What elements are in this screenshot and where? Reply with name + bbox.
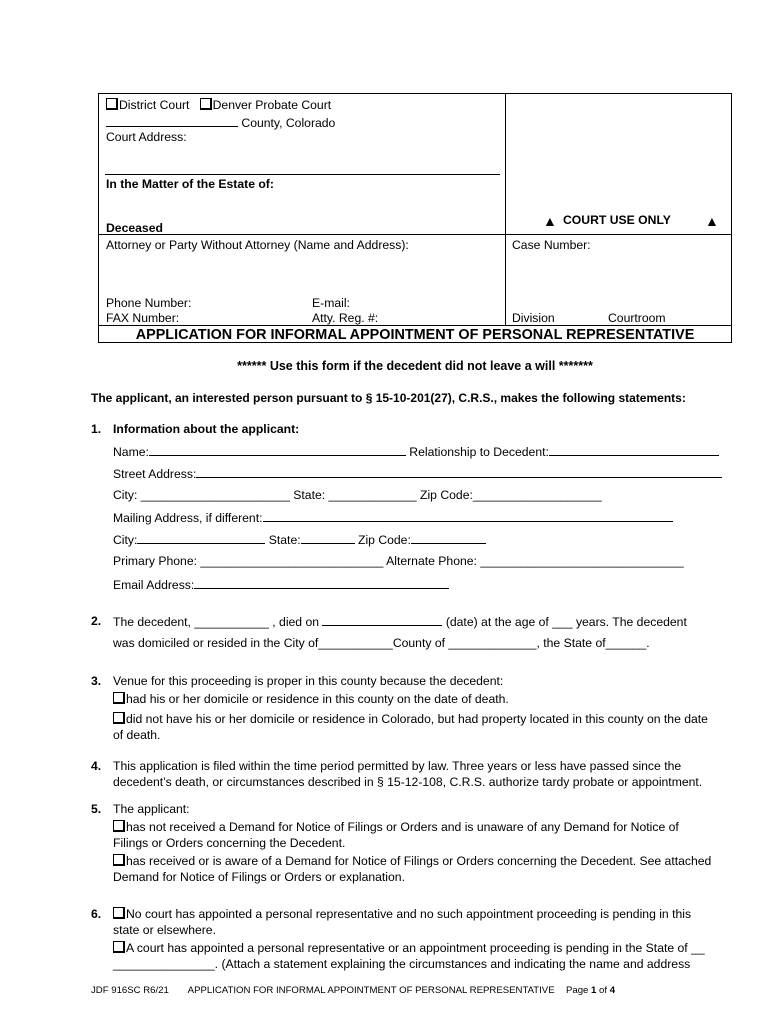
relationship-label: Relationship to Decedent: (409, 445, 549, 459)
city-row-1 (113, 488, 602, 502)
s5-opt1b: Filings or Orders concerning the Decedent. (113, 836, 346, 850)
s1-number: 1. (91, 422, 102, 436)
s5-opt2b: Demand for Notice of Filings or Orders or explanation. (113, 870, 405, 884)
s3-text: Venue for this proceeding is proper in this county because the decedent: (113, 674, 504, 688)
s5-opt1a: has not received a Demand for Notice of Filings or Orders and is unaware of any Demand for Notice of (126, 820, 679, 834)
s2-line-1 (113, 614, 687, 629)
email-label-s1: Email Address: (113, 578, 195, 592)
s5-block (113, 801, 725, 885)
appointment-exists-checkbox[interactable] (113, 941, 125, 953)
state-label-2: State: (268, 533, 301, 547)
s5-text: The applicant: (113, 802, 190, 816)
footer-page-num: 1 (591, 985, 597, 996)
s3-opt2b: of death. (113, 728, 161, 742)
footer (91, 985, 615, 996)
arrow-up-icon: ▲ (543, 213, 557, 229)
s3-opt2a: did not have his or her domicile or residence in Colorado, but had property located in this county on the date (126, 712, 708, 726)
court-use-label: COURT USE ONLY (563, 213, 671, 227)
s3-block (113, 673, 725, 743)
footer-page-total: 4 (609, 985, 616, 996)
s3-number: 3. (91, 674, 102, 688)
deceased-label: Deceased (106, 221, 163, 235)
s2-text-h: . (646, 636, 650, 650)
mailing-row (113, 510, 673, 525)
caption-divider-1 (98, 234, 732, 235)
county-blank[interactable] (106, 115, 238, 127)
atty-reg-label: Atty. Reg. #: (312, 311, 379, 325)
footer-title: APPLICATION FOR INFORMAL APPOINTMENT OF PERSONAL REPRESENTATIVE (187, 985, 555, 996)
zip-label-1: Zip Code: (420, 488, 473, 502)
no-appointment-checkbox[interactable] (113, 907, 125, 919)
county-row (106, 115, 335, 130)
state-of-field[interactable]: ______ (605, 636, 647, 650)
matter-rule (105, 174, 500, 175)
courtroom-label: Courtroom (608, 311, 666, 325)
s6-opt2a: A court has appointed a personal representative or an appointment proceeding is pending in the State of (126, 941, 688, 955)
s2-text-c: (date) at the age of (445, 615, 549, 629)
mailing-label: Mailing Address, if different: (113, 511, 263, 525)
s4-line2: decedent’s death, or circumstances described in § 15-12-108, C.R.S. authorize tardy probate or appointment. (113, 775, 703, 789)
email-label: E-mail: (312, 296, 350, 310)
city-field-1[interactable]: ______________________ (140, 488, 290, 502)
case-number-label: Case Number: (512, 238, 591, 252)
death-date-field[interactable] (322, 614, 442, 626)
s3-opt1: had his or her domicile or residence in this county on the date of death. (126, 692, 509, 706)
zip-label-2: Zip Code: (358, 533, 411, 547)
denver-probate-label: Denver Probate Court (212, 98, 332, 112)
street-row (113, 466, 722, 481)
county-of-field[interactable]: _____________ (448, 636, 537, 650)
street-field[interactable] (196, 466, 722, 478)
s6-state-blank[interactable]: __ (691, 941, 705, 955)
alt-phone-label: Alternate Phone: (386, 554, 477, 568)
caption-divider-vertical (505, 93, 506, 325)
alt-phone-field[interactable]: ______________________________ (480, 554, 684, 568)
footer-page-prefix: Page (565, 985, 589, 996)
primary-phone-field[interactable]: ___________________________ (200, 554, 384, 568)
no-demand-checkbox[interactable] (113, 820, 125, 832)
denver-probate-checkbox[interactable] (200, 98, 212, 110)
s5-opt2a: has received or is aware of a Demand for Notice of Filings or Orders concerning the Decedent. See attached (126, 854, 712, 868)
division-label: Division (512, 311, 555, 325)
city-row-2 (113, 532, 486, 547)
form-title: APPLICATION FOR INFORMAL APPOINTMENT OF PERSONAL REPRESENTATIVE (135, 327, 695, 343)
venue-domicile-checkbox[interactable] (113, 692, 125, 704)
phone-row (113, 554, 684, 568)
street-label: Street Address: (113, 467, 197, 481)
s6-opt1a: No court has appointed a personal representative and no such appointment proceeding is pending in this (126, 907, 692, 921)
court-select-row (106, 98, 331, 112)
age-field[interactable]: ___ (552, 615, 573, 629)
city-label-2: City: (113, 533, 138, 547)
name-field[interactable] (149, 444, 406, 456)
s6-block (113, 906, 725, 972)
s2-number: 2. (91, 614, 102, 628)
mailing-field[interactable] (263, 510, 673, 522)
s2-text-f: County of (392, 636, 445, 650)
attorney-label: Attorney or Party Without Attorney (Name and Address): (106, 238, 409, 252)
footer-page-of: of (599, 985, 608, 996)
s4-line1: This application is filed within the time period permitted by law. Three years or less have passed since the (113, 759, 682, 773)
state-field-2[interactable] (301, 532, 355, 544)
email-row (113, 577, 449, 592)
s4-number: 4. (91, 759, 102, 773)
s5-number: 5. (91, 802, 102, 816)
fax-label: FAX Number: (106, 311, 180, 325)
name-row (113, 444, 719, 459)
district-court-label: District Court (119, 98, 190, 112)
s2-text-b: , died on (272, 615, 320, 629)
s2-text-g: , the State of (536, 636, 606, 650)
primary-phone-label: Primary Phone: (113, 554, 197, 568)
district-court-checkbox[interactable] (106, 98, 118, 110)
state-field-1[interactable]: _____________ (328, 488, 417, 502)
city-label-1: City: (113, 488, 138, 502)
s6-state-blank-2[interactable]: _______________ (113, 957, 215, 971)
footer-form-id: JDF 916SC R6/21 (91, 985, 169, 996)
email-field[interactable] (194, 577, 449, 589)
s2-text-e: was domiciled or resided in the City of (113, 636, 319, 650)
city-of-field[interactable]: ___________ (318, 636, 393, 650)
caption-divider-2 (98, 325, 732, 326)
s6-opt2b: . (Attach a statement explaining the circumstances and indicating the name and address (214, 957, 691, 971)
venue-property-checkbox[interactable] (113, 712, 125, 724)
s4-block (113, 758, 725, 790)
notice-text: ****** Use this form if the decedent did not leave a will ******* (237, 359, 593, 373)
county-label: County, Colorado (241, 116, 336, 130)
s2-text-d: years. The decedent (575, 615, 687, 629)
relationship-field[interactable] (549, 444, 719, 456)
s2-line-2 (113, 636, 650, 650)
court-address-label: Court Address: (106, 130, 187, 144)
arrow-up-icon-right: ▲ (705, 213, 719, 229)
decedent-name-field[interactable]: ___________ (194, 615, 269, 629)
matter-label: In the Matter of the Estate of: (106, 177, 274, 191)
s6-number: 6. (91, 907, 102, 921)
city-field-2[interactable] (137, 532, 265, 544)
s6-opt1b: state or elsewhere. (113, 923, 216, 937)
phone-label: Phone Number: (106, 296, 192, 310)
s2-text-a: The decedent, (113, 615, 191, 629)
name-label: Name: (113, 445, 149, 459)
demand-received-checkbox[interactable] (113, 854, 125, 866)
intro-text: The applicant, an interested person pursuant to § 15-10-201(27), C.R.S., makes the following statements: (91, 391, 686, 405)
zip-field-2[interactable] (411, 532, 486, 544)
s1-heading: Information about the applicant: (113, 422, 300, 436)
state-label-1: State: (293, 488, 326, 502)
zip-field-1[interactable]: ___________________ (472, 488, 602, 502)
